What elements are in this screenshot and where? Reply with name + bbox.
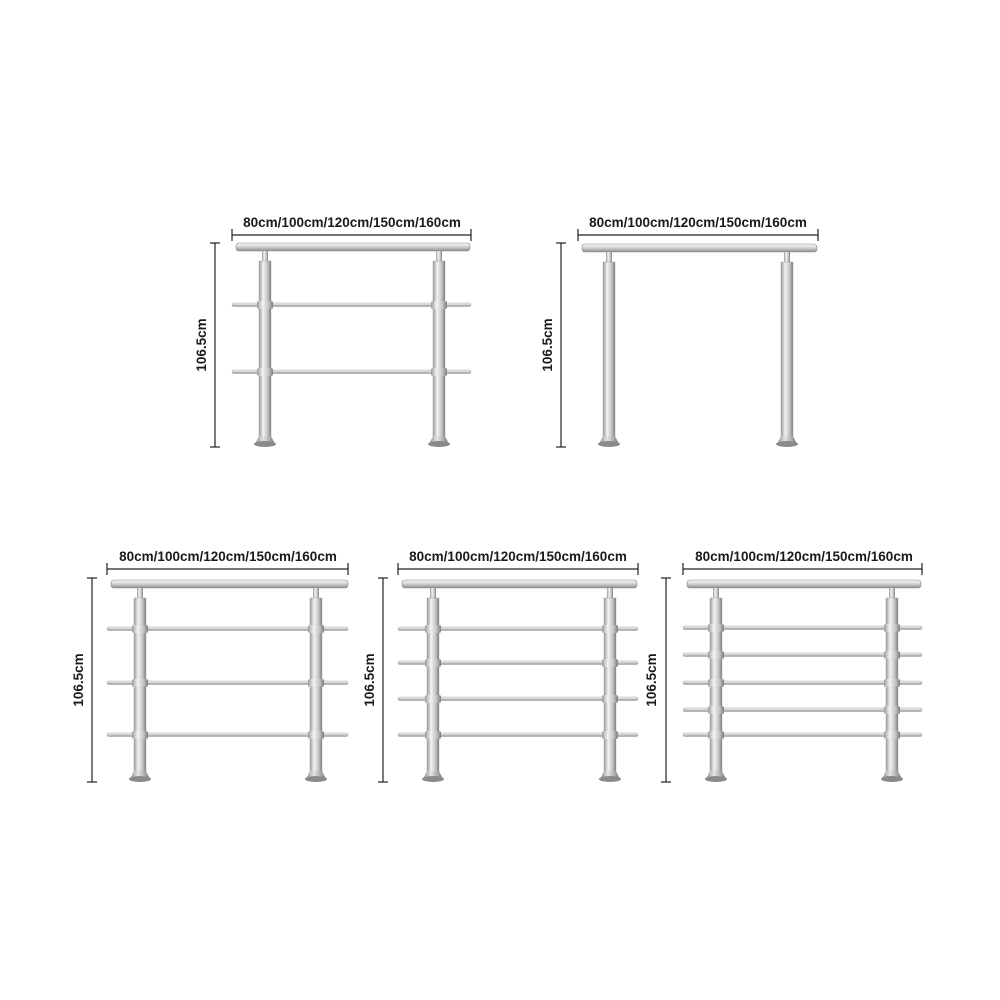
railing-1 xyxy=(194,215,471,447)
post-left xyxy=(705,588,727,782)
handrail xyxy=(111,580,348,588)
width-dimension-line xyxy=(398,563,638,575)
handrail xyxy=(582,244,817,252)
railing-5 xyxy=(644,549,922,782)
railing-2 xyxy=(540,215,818,447)
post-left xyxy=(129,588,151,782)
height-dimension-line xyxy=(661,578,671,782)
railing-4 xyxy=(362,549,638,782)
post-right xyxy=(428,251,450,447)
post-right xyxy=(599,588,621,782)
handrail xyxy=(402,580,637,588)
width-label: 80cm/100cm/120cm/150cm/160cm xyxy=(695,549,913,564)
height-dimension-line xyxy=(378,578,388,782)
height-label: 106.5cm xyxy=(540,318,555,372)
railing-3 xyxy=(71,549,348,782)
post-left xyxy=(254,251,276,447)
handrail xyxy=(687,580,921,588)
height-label: 106.5cm xyxy=(644,653,659,707)
height-dimension-line xyxy=(210,243,220,447)
height-label: 106.5cm xyxy=(194,318,209,372)
height-label: 106.5cm xyxy=(362,653,377,707)
handrail xyxy=(236,243,470,251)
width-label: 80cm/100cm/120cm/150cm/160cm xyxy=(243,215,461,230)
post-left xyxy=(422,588,444,782)
height-dimension-line xyxy=(87,578,97,782)
height-dimension-line xyxy=(556,243,566,447)
post-right xyxy=(305,588,327,782)
height-label: 106.5cm xyxy=(71,653,86,707)
post-left xyxy=(598,252,620,447)
width-dimension-line xyxy=(232,229,471,241)
width-label: 80cm/100cm/120cm/150cm/160cm xyxy=(409,549,627,564)
post-right xyxy=(881,588,903,782)
width-dimension-line xyxy=(578,229,818,241)
width-label: 80cm/100cm/120cm/150cm/160cm xyxy=(589,215,807,230)
width-label: 80cm/100cm/120cm/150cm/160cm xyxy=(119,549,337,564)
width-dimension-line xyxy=(107,563,348,575)
width-dimension-line xyxy=(683,563,922,575)
post-right xyxy=(776,252,798,447)
